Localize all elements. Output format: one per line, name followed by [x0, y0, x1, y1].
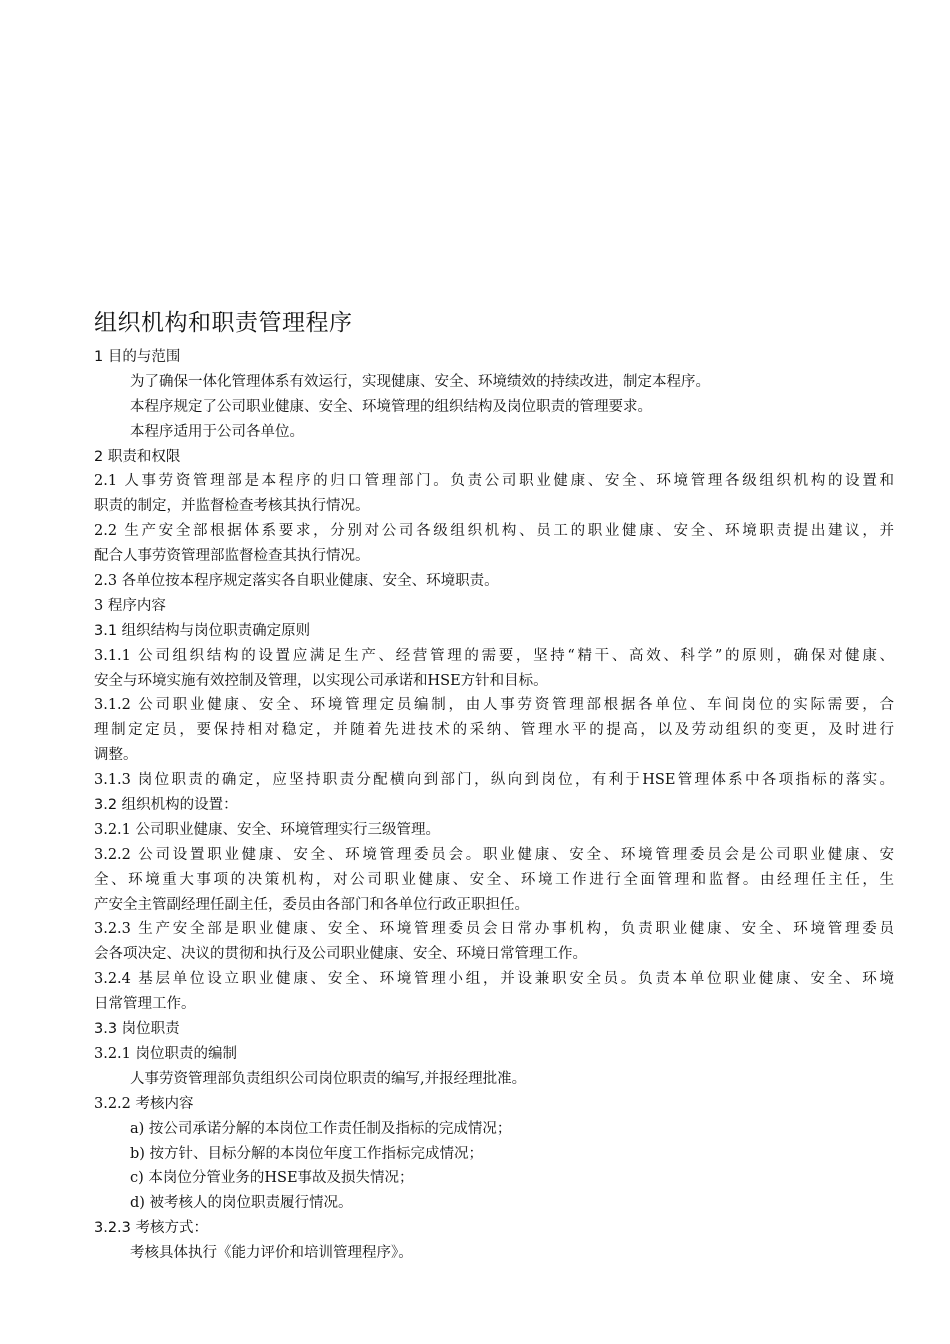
text-line: 1 目的与范围 — [94, 349, 181, 365]
text-line: 日常管理工作。 — [94, 996, 196, 1013]
text-line: 职责的制定，并监督检查考核其执行情况。 — [94, 498, 370, 515]
text-line: 3.2.3 考核方式： — [94, 1220, 209, 1237]
text-line: 3.2.3 生产安全部是职业健康、安全、环境管理委员会日常办事机构，负责职业健康、安全、环境管理委员 — [94, 921, 894, 938]
text-line: 全、环境重大事项的决策机构，对公司职业健康、安全、环境工作进行全面管理和监督。由经理任主任，生 — [94, 871, 894, 888]
text-line: 3.1.3 岗位职责的确定，应坚持职责分配横向到部门，纵向到岗位，有利于HSE管理体系中各项指标的落实。 — [94, 772, 894, 789]
text-line: 本程序规定了公司职业健康、安全、环境管理的组织结构及岗位职责的管理要求。 — [130, 398, 652, 415]
text-line: 3 程序内容 — [94, 597, 166, 614]
text-line: 3.2.2 考核内容 — [94, 1095, 194, 1112]
text-line: 3.2.1 岗位职责的编制 — [94, 1045, 238, 1062]
text-line: 2.1 人事劳资管理部是本程序的归口管理部门。负责公司职业健康、安全、环境管理各级组织机构的设置和 — [94, 473, 894, 490]
text-line: a) 按公司承诺分解的本岗位工作责任制及指标的完成情况； — [130, 1120, 512, 1137]
text-line: c) 本岗位分管业务的HSE事故及损失情况； — [130, 1170, 414, 1187]
text-line: 理制定定员，要保持相对稳定，并随着先进技术的采纳、管理水平的提高，以及劳动组织的变更，及时进行 — [94, 722, 894, 739]
text-line: 2.3 各单位按本程序规定落实各自职业健康、安全、环境职责。 — [94, 573, 499, 590]
text-line: 3.3 岗位职责 — [94, 1021, 180, 1038]
document-title: 组织机构和职责管理程序 — [94, 310, 353, 336]
text-line: 本程序适用于公司各单位。 — [130, 423, 304, 440]
text-line: 配合人事劳资管理部监督检查其执行情况。 — [94, 548, 370, 565]
text-line: 3.2.4 基层单位设立职业健康、安全、环境管理小组，并设兼职安全员。负责本单位职业健康、安全、环境 — [94, 971, 894, 988]
text-line: 为了确保一体化管理体系有效运行，实现健康、安全、环境绩效的持续改进，制定本程序。 — [130, 373, 710, 390]
text-line: 3.1 组织结构与岗位职责确定原则 — [94, 622, 311, 639]
text-line: 3.1.1 公司组织结构的设置应满足生产、经营管理的需要，坚持“精干、高效、科学”的原则，确保对健康、 — [94, 647, 894, 664]
text-line: 3.2.1 公司职业健康、安全、环境管理实行三级管理。 — [94, 821, 441, 838]
text-line: 调整。 — [94, 747, 138, 764]
text-line: 安全与环境实施有效控制及管理，以实现公司承诺和HSE方针和目标。 — [94, 672, 548, 689]
text-line: d) 被考核人的岗位职责履行情况。 — [130, 1195, 353, 1212]
text-line: 考核具体执行《能力评价和培训管理程序》。 — [130, 1245, 413, 1262]
text-line: b) 按方针、目标分解的本岗位年度工作指标完成情况； — [130, 1145, 484, 1162]
text-line: 人事劳资管理部负责组织公司岗位职责的编写,并报经理批准。 — [130, 1070, 527, 1087]
text-line: 3.1.2 公司职业健康、安全、环境管理定员编制，由人事劳资管理部根据各单位、车间岗位的实际需要，合 — [94, 697, 894, 714]
document-page — [94, 305, 894, 1266]
text-line: 产安全主管副经理任副主任，委员由各部门和各单位行政正职担任。 — [94, 896, 529, 913]
text-line: 3.2 组织机构的设置： — [94, 797, 238, 814]
text-line: 3.2.2 公司设置职业健康、安全、环境管理委员会。职业健康、安全、环境管理委员会是公司职业健康、安 — [94, 846, 894, 863]
text-line: 会各项决定、决议的贯彻和执行及公司职业健康、安全、环境日常管理工作。 — [94, 946, 587, 963]
document-body — [94, 345, 894, 1266]
text-line: 2.2 生产安全部根据体系要求，分别对公司各级组织机构、员工的职业健康、安全、环境职责提出建议，并 — [94, 523, 894, 540]
text-line: 2 职责和权限 — [94, 448, 181, 465]
